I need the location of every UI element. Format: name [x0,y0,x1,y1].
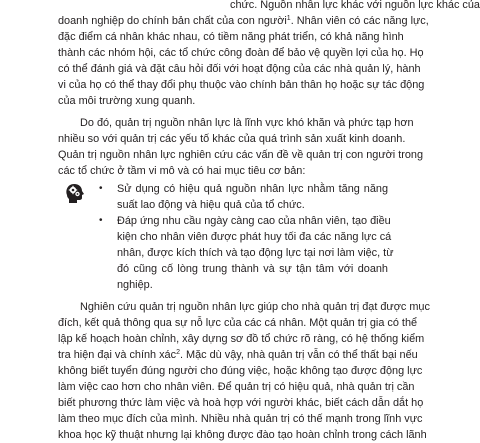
text-line: suất lao động và hiệu quả của tổ chức. [117,199,305,211]
text-line: doanh nghiệp do chính bản chất của con người$^1$. Nhân viên có các năng lực, [58,15,429,27]
text-line: đích, kết quả thông qua sự nỗ lực của các cá nhân. Một quản trị gia có thể [58,317,418,329]
text-line: không biết tuyển đúng người cho đúng việc, hoặc không tạo được động lực [58,365,423,377]
text-line: chức. Nguồn nhân lực khác với nguồn lực khác của [230,0,480,11]
text-line: đó cũng cố lòng trung thành và sự tận tâm với doanh [117,263,388,275]
text-line: có thể đánh giá và đặt câu hỏi đối với hoạt động của các nhà quản lý, hành [58,63,421,75]
text-line: Do đó, quản trị nguồn nhân lực là lĩnh vực khó khăn và phức tạp hơn [80,117,414,129]
text-line: lập kế hoạch hoàn chỉnh, xây dựng sơ đồ tổ chức rõ ràng, có hệ thống kiểm [58,333,425,345]
text-line: làm việc cao hơn cho nhân viên. Để quản trị có hiệu quả, nhà quản trị cần [58,381,415,393]
footnote-ref: 1 [286,15,291,22]
text-line: Đáp ứng nhu cầu ngày càng cao của nhân viên, tạo điều [117,215,391,227]
text-line: làm theo mục đích của mình. Nhiều nhà quản trị có thế mạnh trong lĩnh vực [58,413,423,425]
text-line: nhiều so với quản trị các yếu tố khác của quá trình sản xuất kinh doanh. [58,133,406,145]
text-line: của môi trường xung quanh. [58,95,196,107]
text-line: Sử dụng có hiệu quả nguồn nhân lực nhằm tăng năng [117,183,388,195]
text-line: nhân, được kích thích và tạo động lực tại nơi làm việc, từ [117,247,394,259]
text-line: đặc điểm cá nhân khác nhau, có tiềm năng phát triển, có khả năng hình [58,31,404,43]
text-line: Quản trị nguồn nhân lực nghiên cứu các vấn đề về quản trị con người trong [58,149,424,161]
text-line: biết phương thức làm việc và hoà hợp với người khác, biết cách dẫn dắt họ [58,397,424,409]
bullet-marker: • [99,215,103,226]
head-gears-icon [63,181,85,203]
text-line: kiện cho nhân viên được phát huy tối đa các năng lực cá [117,231,392,243]
text-line: nghiệp. [117,279,153,291]
text-line: các tổ chức ở tầm vi mô và có hai mục tiêu cơ bản: [58,165,306,177]
text-line: vi của họ có thể thay đổi phụ thuộc vào chính bản thân họ hoặc sự tác động [58,79,425,91]
text-line: Nghiên cứu quản trị nguồn nhân lực giúp cho nhà quản trị đạt được mục [80,301,430,313]
text-line: tra hiện đại và chính xác$^2$. Mặc dù vậy, nhà quản trị vẫn có thể thất bại nếu [58,349,418,361]
footnote-ref: 2 [176,349,180,356]
text-line: thành các nhóm hội, các tổ chức công đoàn để bảo vệ quyền lợi của họ. Họ [58,47,424,59]
text-line: khoa học kỹ thuật nhưng lại không được đào tạo hoàn chỉnh trong cách lãnh [58,429,427,441]
bullet-marker: • [99,183,103,194]
